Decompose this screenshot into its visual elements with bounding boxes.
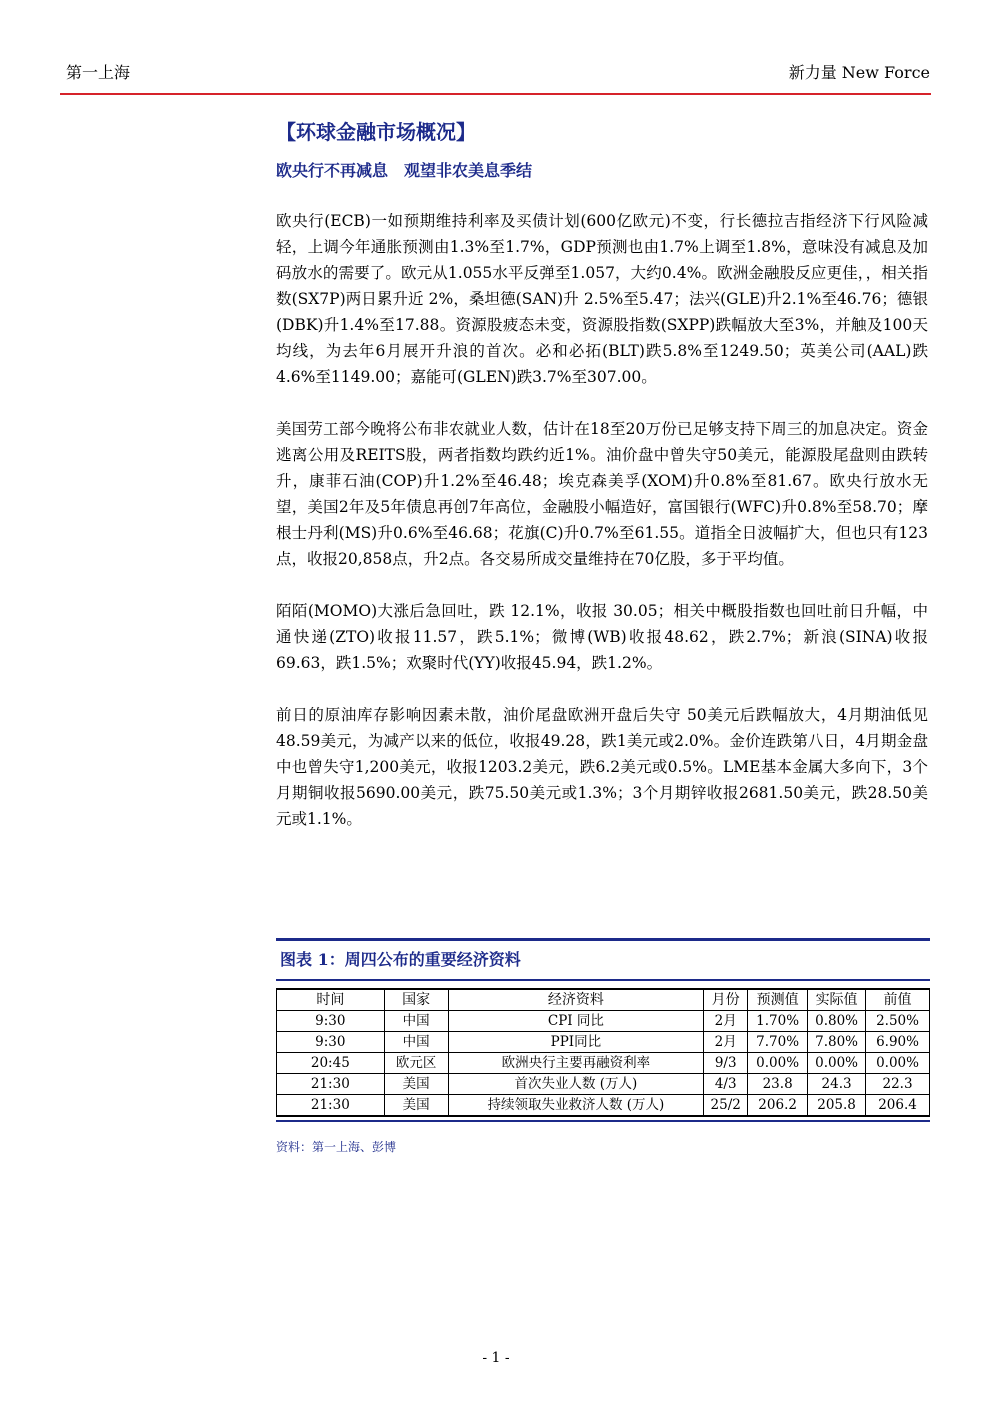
header-indicator: 经济资料 xyxy=(448,989,704,1011)
cell-actual: 0.00% xyxy=(808,1053,866,1074)
cell-previous: 2.50% xyxy=(866,1011,930,1032)
cell-previous: 6.90% xyxy=(866,1032,930,1053)
article-subtitle: 欧央行不再减息 观望非农美息季结 xyxy=(276,161,533,180)
table-title: 图表 1：周四公布的重要经济资料 xyxy=(280,950,521,969)
cell-previous: 0.00% xyxy=(866,1053,930,1074)
header-previous: 前值 xyxy=(866,989,930,1011)
cell-country: 美国 xyxy=(384,1074,448,1095)
page-number: - 1 - xyxy=(482,1350,510,1366)
table-row xyxy=(277,1074,930,1095)
header-divider xyxy=(60,93,931,95)
cell-actual: 0.80% xyxy=(808,1011,866,1032)
cell-time: 21:30 xyxy=(277,1095,385,1117)
table-row xyxy=(277,1011,930,1032)
paragraph-us-market: 美国劳工部今晚将公布非农就业人数，估计在18至20万份已足够支持下周三的加息决定。资金逃离公用及REITS股，两者指数均跌约近1%。油价盘中曾失守50美元，能源股尾盘则由跌转升，康菲石油(COP)升1.2%至46.48；埃克森美孚(XOM)升0.8%至81.67。欧央行放水无望，美国2年及5年债息再创7年高位，金融股小幅造好，富国银行(WFC)升0.8%至58.70；摩根士丹利(MS)升0.6%至46.68；花旗(C)升0.7%至61.55。道指全日波幅扩大，但也只有123点，收报20,858点，升2点。各交易所成交量维持在70亿股，多于平均值。 xyxy=(276,420,928,568)
table-row xyxy=(277,1032,930,1053)
cell-month: 2月 xyxy=(704,1011,748,1032)
paragraph-commodities: 前日的原油库存影响因素未散，油价尾盘欧洲开盘后失守 50美元后跌幅放大，4月期油低见48.59美元，为减产以来的低位，收报49.28，跌1美元或2.0%。金价连跌第八日，4月期金盘中也曾失守1,200美元，收报1203.2美元，跌6.2美元或0.5%。LME基本金属大多向下，3个月期铜收报5690.00美元，跌75.50美元或1.3%；3个月期锌收报2681.50美元，跌28.50美元或1.1%。 xyxy=(276,706,928,828)
cell-indicator: 首次失业人数 (万人) xyxy=(448,1074,704,1095)
header-actual: 实际值 xyxy=(808,989,866,1011)
header-time: 时间 xyxy=(277,989,385,1011)
paragraph-china-stocks: 陌陌(MOMO)大涨后急回吐，跌 12.1%，收报 30.05；相关中概股指数也回吐前日升幅，中通快递(ZTO)收报11.57，跌5.1%；微博(WB)收报48.62，跌2.7%；新浪(SINA)收报69.63，跌1.5%；欢聚时代(YY)收报45.94，跌1.2%。 xyxy=(276,602,928,672)
economic-data-table xyxy=(276,988,930,1117)
table-header-row xyxy=(277,989,930,1011)
cell-actual: 205.8 xyxy=(808,1095,866,1117)
paragraph-ecb: 欧央行(ECB)一如预期维持利率及买债计划(600亿欧元)不变，行长德拉吉指经济下行风险减轻，上调今年通胀预测由1.3%至1.7%，GDP预测也由1.7%上调至1.8%，意味没有减息及加码放水的需要了。欧元从1.055水平反弹至1.057，大约0.4%。欧洲金融股反应更佳，，相关指数(SX7P)两日累升近 2%，桑坦德(SAN)升 2.5%至5.47；法兴(GLE)升2.1%至46.76；德银(DBK)升1.4%至17.88。资源股疲态未变，资源股指数(SXPP)跌幅放大至3%，并触及100天均线，为去年6月展开升浪的首次。必和必拓(BLT)跌5.8%至1249.50；英美公司(AAL)跌4.6%至1149.00；嘉能可(GLEN)跌3.7%至307.00。 xyxy=(276,212,928,386)
table-row xyxy=(277,1095,930,1117)
header-publication: 新力量 New Force xyxy=(788,63,930,82)
cell-indicator: 欧洲央行主要再融资利率 xyxy=(448,1053,704,1074)
cell-month: 9/3 xyxy=(704,1053,748,1074)
economic-data-figure xyxy=(276,938,930,1155)
table-row xyxy=(277,1053,930,1074)
header-month: 月份 xyxy=(704,989,748,1011)
section-title: 【环球金融市场概况】 xyxy=(276,120,476,144)
cell-forecast: 1.70% xyxy=(748,1011,808,1032)
main-content xyxy=(276,118,928,832)
table-bottom-rule xyxy=(276,1120,930,1122)
cell-country: 欧元区 xyxy=(384,1053,448,1074)
header-country: 国家 xyxy=(384,989,448,1011)
cell-indicator: PPI同比 xyxy=(448,1032,704,1053)
table-title-rule xyxy=(276,979,930,981)
header-company: 第一上海 xyxy=(66,63,131,82)
cell-time: 21:30 xyxy=(277,1074,385,1095)
cell-time: 20:45 xyxy=(277,1053,385,1074)
cell-month: 2月 xyxy=(704,1032,748,1053)
cell-forecast: 23.8 xyxy=(748,1074,808,1095)
cell-actual: 7.80% xyxy=(808,1032,866,1053)
cell-previous: 206.4 xyxy=(866,1095,930,1117)
cell-country: 美国 xyxy=(384,1095,448,1117)
cell-forecast: 206.2 xyxy=(748,1095,808,1117)
table-source: 资料：第一上海、彭博 xyxy=(276,1140,397,1154)
cell-country: 中国 xyxy=(384,1032,448,1053)
cell-month: 25/2 xyxy=(704,1095,748,1117)
cell-forecast: 0.00% xyxy=(748,1053,808,1074)
cell-previous: 22.3 xyxy=(866,1074,930,1095)
cell-forecast: 7.70% xyxy=(748,1032,808,1053)
cell-indicator: 持续领取失业救济人数 (万人) xyxy=(448,1095,704,1117)
cell-indicator: CPI 同比 xyxy=(448,1011,704,1032)
page-header xyxy=(66,60,930,84)
cell-time: 9:30 xyxy=(277,1011,385,1032)
cell-month: 4/3 xyxy=(704,1074,748,1095)
cell-country: 中国 xyxy=(384,1011,448,1032)
header-forecast: 预测值 xyxy=(748,989,808,1011)
cell-time: 9:30 xyxy=(277,1032,385,1053)
cell-actual: 24.3 xyxy=(808,1074,866,1095)
